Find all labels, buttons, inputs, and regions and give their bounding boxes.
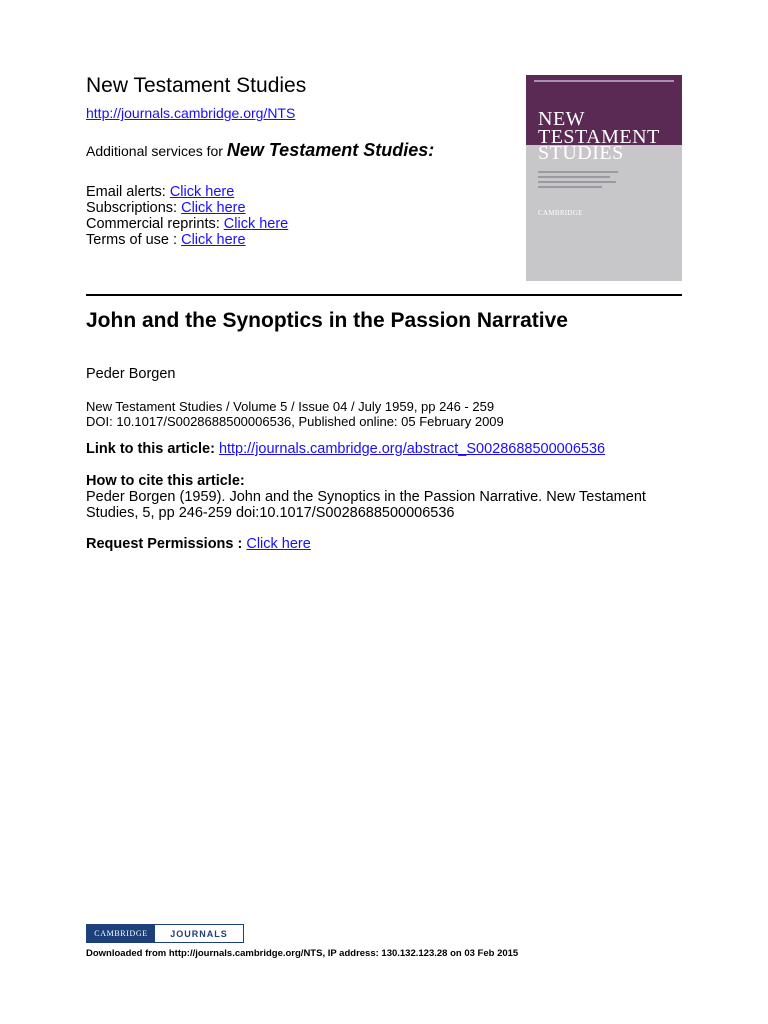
how-to-cite-text: Peder Borgen (1959). John and the Synoptics in the Passion Narrative. New Testament Studies, 5, pp 246-259 doi:10.1017/S0028688500006536 xyxy=(86,489,646,521)
additional-services xyxy=(86,140,434,161)
cover-topline xyxy=(534,80,674,82)
download-notice: Downloaded from http://journals.cambridge.org/NTS, IP address: 130.132.123.28 on 03 Feb 2015 xyxy=(86,948,519,959)
cover-publisher: CAMBRIDGE xyxy=(538,209,583,217)
how-to-cite-label: How to cite this article: xyxy=(86,473,245,489)
service-commercial-reprints xyxy=(86,216,288,232)
journal-cover-image xyxy=(526,75,682,281)
divider xyxy=(86,294,682,296)
request-permissions xyxy=(86,536,311,552)
subscriptions-link[interactable]: Click here xyxy=(181,200,246,216)
cambridge-journals-logo xyxy=(86,924,244,943)
service-email-alerts xyxy=(86,184,288,200)
cover-blurb xyxy=(538,171,618,191)
cover-title-line1: NEW xyxy=(538,108,586,130)
article-abstract-link[interactable]: http://journals.cambridge.org/abstract_S0028688500006536 xyxy=(218,441,606,457)
services-list xyxy=(86,184,288,248)
request-permissions-label: Request Permissions : xyxy=(86,536,247,552)
cover-title-line2: TESTAMENT xyxy=(538,126,660,148)
logo-journals: JOURNALS xyxy=(170,928,228,939)
logo-cambridge: CAMBRIDGE xyxy=(87,925,155,942)
article-author: Peder Borgen xyxy=(86,366,176,382)
service-label: Subscriptions: xyxy=(86,200,182,216)
how-to-cite xyxy=(86,473,666,521)
service-label: Commercial reprints: xyxy=(86,216,224,232)
link-to-article-label: Link to this article: xyxy=(86,441,219,457)
service-label: Email alerts: xyxy=(86,184,170,200)
journal-url-link[interactable]: http://journals.cambridge.org/NTS xyxy=(86,105,296,121)
additional-services-label: Additional services for xyxy=(86,143,227,159)
doi-line: DOI: 10.1017/S0028688500006536, Published online: 05 February 2009 xyxy=(86,414,504,429)
additional-services-journal: New Testament Studies: xyxy=(226,140,435,160)
article-title: John and the Synoptics in the Passion Narrative xyxy=(86,309,568,332)
email-alerts-link[interactable]: Click here xyxy=(169,184,235,200)
citation-details xyxy=(86,399,504,429)
commercial-reprints-link[interactable]: Click here xyxy=(223,216,289,232)
link-to-article xyxy=(86,441,605,457)
service-terms-of-use xyxy=(86,232,288,248)
request-permissions-link[interactable]: Click here xyxy=(246,536,311,552)
journal-title: New Testament Studies xyxy=(86,74,307,97)
cover-title-line3: STUDIES xyxy=(538,142,624,164)
volume-line: New Testament Studies / Volume 5 / Issue 04 / July 1959, pp 246 - 259 xyxy=(86,399,495,414)
service-label: Terms of use : xyxy=(86,232,182,248)
terms-of-use-link[interactable]: Click here xyxy=(181,232,246,248)
service-subscriptions xyxy=(86,200,288,216)
